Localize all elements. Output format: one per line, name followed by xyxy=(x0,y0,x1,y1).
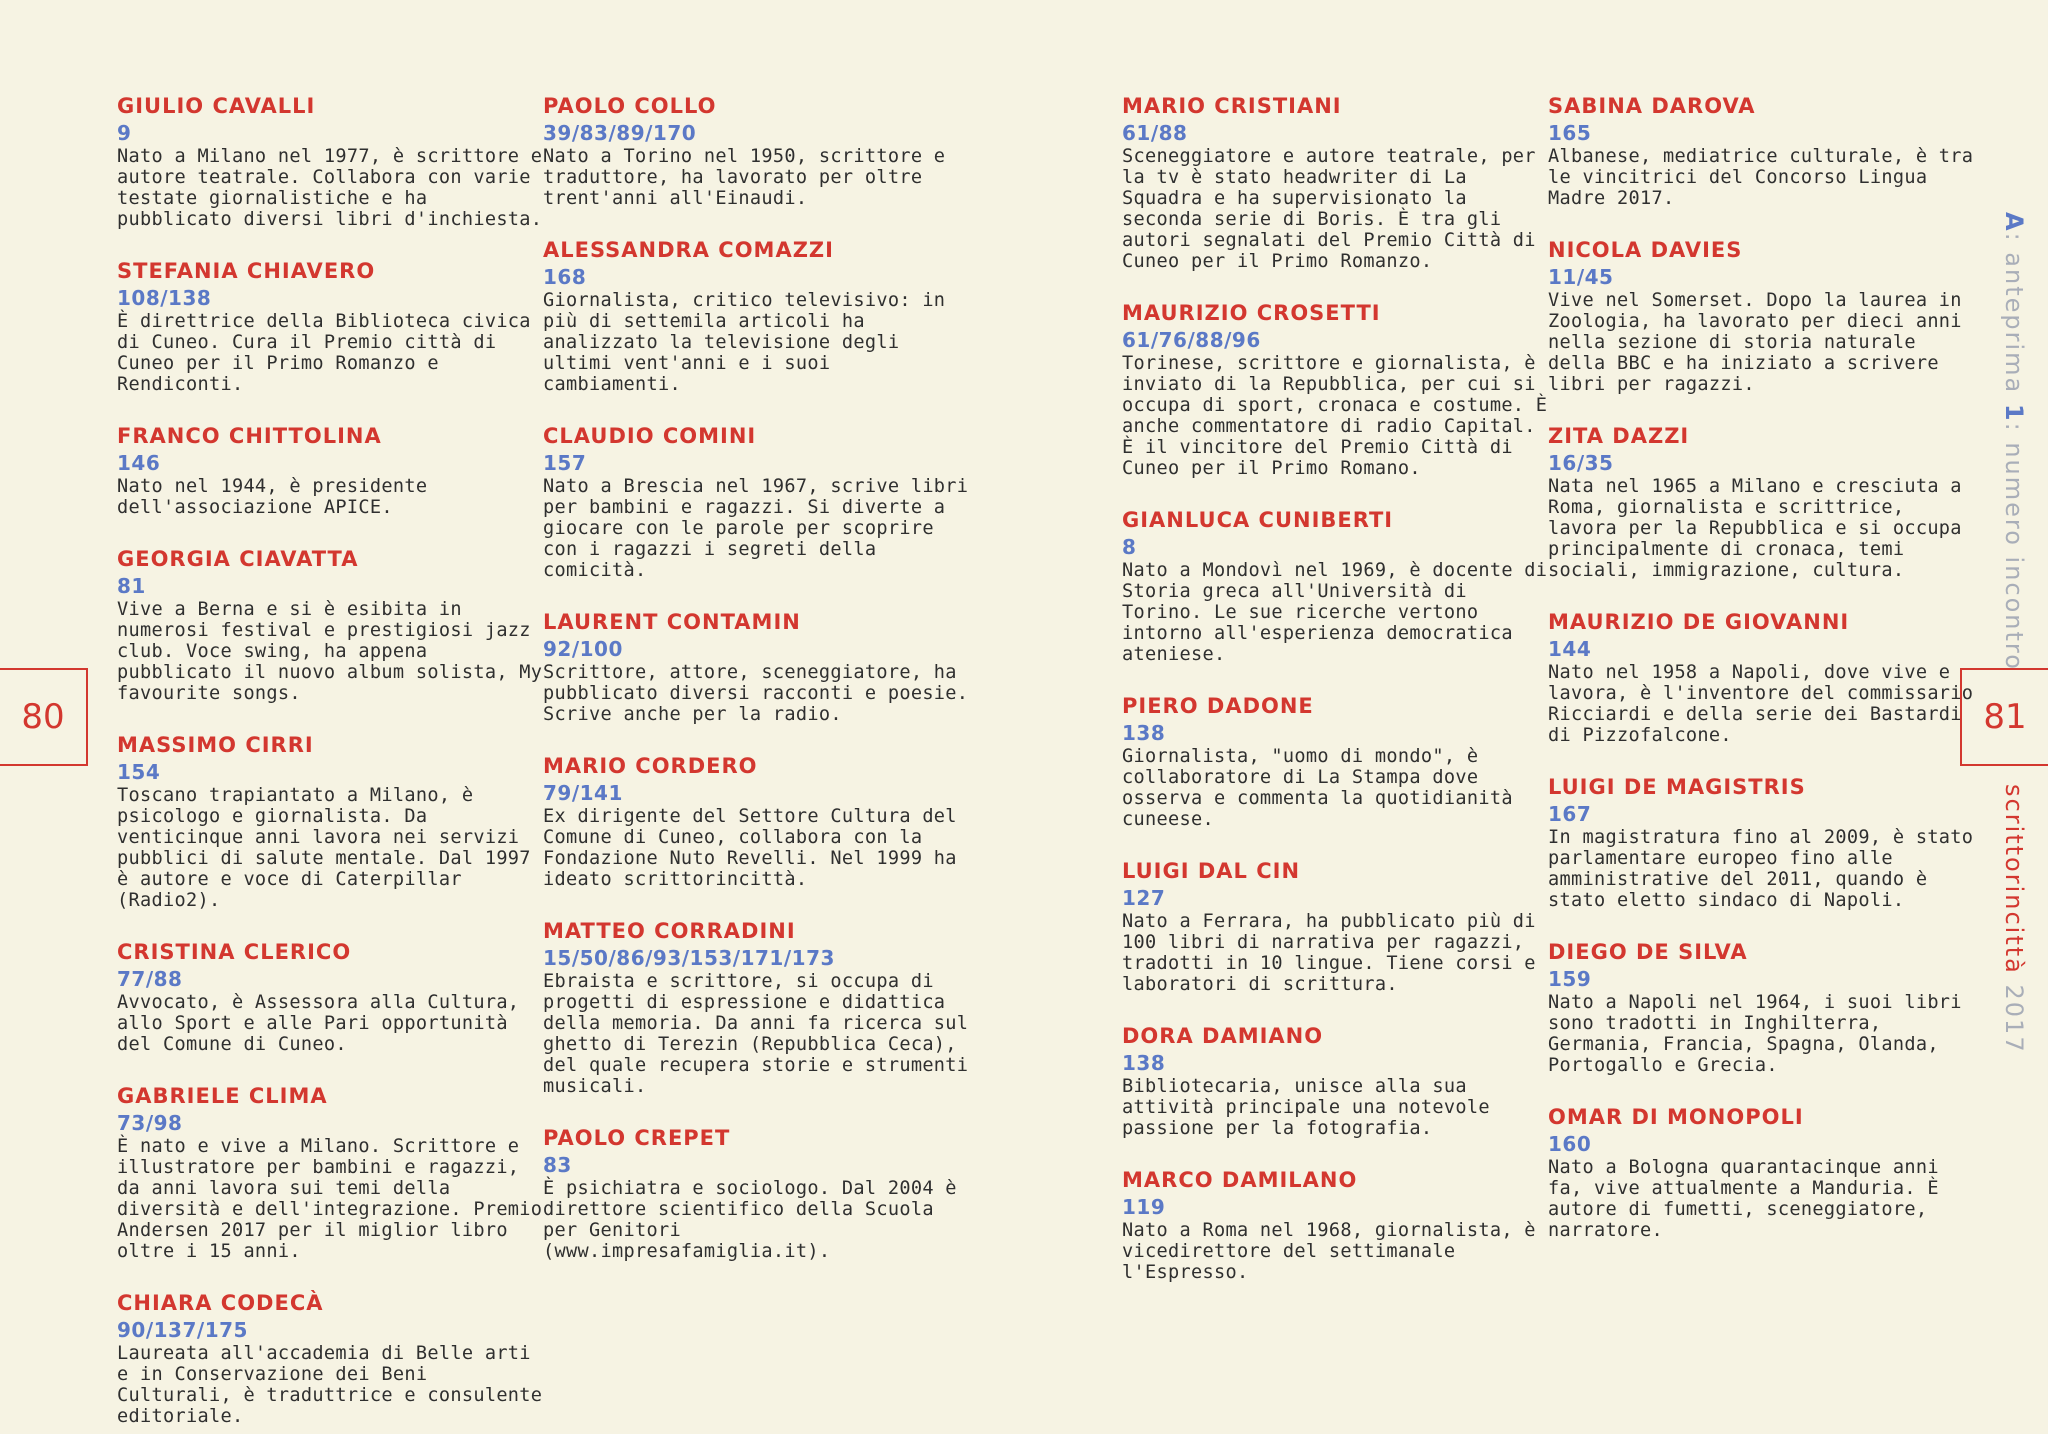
author-bio: Nato nel 1944, è presidente dell'associazione APICE. xyxy=(117,476,428,518)
author-page-refs: 83 xyxy=(543,1153,572,1177)
number-word: numero incontro xyxy=(2000,442,2028,671)
author-name: PAOLO COLLO xyxy=(543,94,717,118)
author-page-refs: 61/76/88/96 xyxy=(1122,328,1261,352)
author-name: CRISTINA CLERICO xyxy=(117,940,352,964)
author-bio: Scrittore, attore, sceneggiatore, ha pubblicato diversi racconti e poesie. Scrive anche per la radio. xyxy=(543,662,969,725)
author-page-refs: 146 xyxy=(117,451,161,475)
author-page-refs: 154 xyxy=(117,760,161,784)
column-1 xyxy=(117,92,547,1434)
brand-year: 2017 xyxy=(2000,974,2028,1054)
author-entry xyxy=(1122,92,1552,272)
author-bio: Toscano trapiantato a Milano, è psicologo e giornalista. Da venticinque anni lavora nei servizi pubblici di salute mentale. Dal 1997 è autore e voce di Caterpillar (Radio2). xyxy=(117,785,531,911)
author-page-refs: 77/88 xyxy=(117,967,183,991)
author-bio: Albanese, mediatrice culturale, è tra le vincitrici del Concorso Lingua Madre 2017. xyxy=(1548,146,1974,209)
number-sep: : xyxy=(2000,422,2028,443)
author-page-refs: 16/35 xyxy=(1548,451,1614,475)
author-bio: Avvocato, è Assessora alla Cultura, allo Sport e alle Pari opportunità del Comune di Cuneo. xyxy=(117,992,520,1055)
author-bio: Sceneggiatore e autore teatrale, per la tv è stato headwriter di La Squadra e ha supervisionato la seconda serie di Boris. È tra gli autori segnalati del Premio Città di Cuneo per il Primo Romanzo. xyxy=(1122,146,1536,272)
author-entry xyxy=(117,422,547,518)
author-page-refs: 9 xyxy=(117,121,132,145)
author-page-refs: 8 xyxy=(1122,535,1137,559)
author-page-refs: 108/138 xyxy=(117,286,212,310)
author-entry xyxy=(1122,1166,1552,1283)
sidebar-brand-label xyxy=(2000,784,2028,1054)
author-entry xyxy=(117,1289,547,1427)
author-entry xyxy=(543,1124,973,1262)
author-name: FRANCO CHITTOLINA xyxy=(117,424,382,448)
author-bio: Nato a Roma nel 1968, giornalista, è vicedirettore del settimanale l'Espresso. xyxy=(1122,1220,1536,1283)
author-bio: Vive nel Somerset. Dopo la laurea in Zoologia, ha lavorato per dieci anni nella sezione di storia naturale della BBC e ha iniziato a scrivere libri per ragazzi. xyxy=(1548,290,1962,395)
author-name: STEFANIA CHIAVERO xyxy=(117,259,376,283)
author-bio: Torinese, scrittore e giornalista, è inviato di la Repubblica, per cui si occupa di sport, cronaca e costume. È anche commentatore di radio Capital. È il vincitore del Premio Città di Cuneo per il Primo Romano. xyxy=(1122,353,1548,479)
author-entry xyxy=(1548,608,1978,746)
author-name: MASSIMO CIRRI xyxy=(117,733,314,757)
author-entry xyxy=(117,938,547,1055)
series-sep: : xyxy=(2000,232,2028,253)
author-page-refs: 157 xyxy=(543,451,587,475)
author-entry xyxy=(1548,1103,1978,1241)
author-name: GIANLUCA CUNIBERTI xyxy=(1122,508,1394,532)
author-bio: Nato a Mondovì nel 1969, è docente di Storia greca all'Università di Torino. Le sue ricerche vertono intorno all'esperienza democratica ateniese. xyxy=(1122,560,1548,665)
author-page-refs: 138 xyxy=(1122,1051,1166,1075)
author-bio: Nato a Ferrara, ha pubblicato più di 100 libri di narrativa per ragazzi, tradotti in 10 lingue. Tiene corsi e laboratori di scrittura. xyxy=(1122,911,1536,995)
brand-name: scrittorincittà xyxy=(2000,784,2028,975)
author-name: MATTEO CORRADINI xyxy=(543,919,796,943)
author-name: ZITA DAZZI xyxy=(1548,424,1690,448)
author-entry xyxy=(117,92,547,230)
author-bio: È nato e vive a Milano. Scrittore e illustratore per bambini e ragazzi, da anni lavora sui temi della diversità e dell'integrazione. Premio Andersen 2017 per il miglior libro oltre i 15 anni. xyxy=(117,1136,543,1262)
author-entry xyxy=(1122,506,1552,665)
author-entry xyxy=(543,422,973,581)
author-bio: È direttrice della Biblioteca civica di Cuneo. Cura il Premio città di Cuneo per il Primo Romanzo e Rendiconti. xyxy=(117,311,531,395)
author-name: CLAUDIO COMINI xyxy=(543,424,757,448)
author-name: MAURIZIO DE GIOVANNI xyxy=(1548,610,1850,634)
author-entry xyxy=(117,257,547,395)
author-name: OMAR DI MONOPOLI xyxy=(1548,1105,1804,1129)
author-name: MARCO DAMILANO xyxy=(1122,1168,1358,1192)
author-bio: Nato a Bologna quarantacinque anni fa, vive attualmente a Manduria. È autore di fumetti, sceneggiatore, narratore. xyxy=(1548,1157,1939,1241)
author-page-refs: 160 xyxy=(1548,1132,1592,1156)
author-page-refs: 92/100 xyxy=(543,637,623,661)
author-page-refs: 81 xyxy=(117,574,146,598)
author-page-refs: 119 xyxy=(1122,1195,1166,1219)
author-entry xyxy=(1548,422,1978,581)
author-bio: In magistratura fino al 2009, è stato parlamentare europeo fino alle amministrative del 2011, quando è stato eletto sindaco di Napoli. xyxy=(1548,827,1974,911)
author-name: DORA DAMIANO xyxy=(1122,1024,1324,1048)
author-name: ALESSANDRA COMAZZI xyxy=(543,238,834,262)
author-entry xyxy=(543,236,973,395)
author-name: LAURENT CONTAMIN xyxy=(543,610,801,634)
author-entry xyxy=(1548,236,1978,395)
author-name: NICOLA DAVIES xyxy=(1548,238,1743,262)
series-word: anteprima xyxy=(2000,252,2028,395)
author-entry xyxy=(117,1082,547,1262)
author-entry xyxy=(1122,1022,1552,1139)
author-name: GIULIO CAVALLI xyxy=(117,94,316,118)
author-bio: Nato a Milano nel 1977, è scrittore e autore teatrale. Collabora con varie testate giornalistiche e ha pubblicato diversi libri d'inchiesta. xyxy=(117,146,543,230)
series-number: 1 xyxy=(2000,403,2028,423)
author-entry xyxy=(543,608,973,725)
author-entry xyxy=(1122,857,1552,995)
author-bio: Giornalista, critico televisivo: in più di settemila articoli ha analizzato la televisione degli ultimi vent'anni e i suoi cambiamenti. xyxy=(543,290,946,395)
author-bio: Nato a Napoli nel 1964, i suoi libri sono tradotti in Inghilterra, Germania, Francia, Spagna, Olanda, Portogallo e Grecia. xyxy=(1548,992,1962,1076)
sidebar-series-label xyxy=(2000,212,2028,671)
author-name: PAOLO CREPET xyxy=(543,1126,731,1150)
author-entry xyxy=(543,752,973,890)
page-number-right xyxy=(1960,668,2048,766)
author-bio: Vive a Berna e si è esibita in numerosi festival e prestigiosi jazz club. Voce swing, ha appena pubblicato il nuovo album solista, My favourite songs. xyxy=(117,599,543,704)
author-entry xyxy=(1548,92,1978,209)
author-page-refs: 168 xyxy=(543,265,587,289)
column-3 xyxy=(1122,92,1552,1310)
author-entry xyxy=(1122,299,1552,479)
author-name: CHIARA CODECÀ xyxy=(117,1291,324,1315)
author-entry xyxy=(1548,773,1978,911)
series-letter: A xyxy=(2000,212,2028,233)
page-number-left-label: 80 xyxy=(21,697,65,737)
author-name: GEORGIA CIAVATTA xyxy=(117,547,359,571)
author-bio: Nato a Torino nel 1950, scrittore e traduttore, ha lavorato per oltre trent'anni all'Einaudi. xyxy=(543,146,946,209)
author-entry xyxy=(117,545,547,704)
author-name: MARIO CRISTIANI xyxy=(1122,94,1342,118)
author-name: SABINA DAROVA xyxy=(1548,94,1756,118)
author-page-refs: 127 xyxy=(1122,886,1166,910)
author-page-refs: 61/88 xyxy=(1122,121,1188,145)
author-name: MARIO CORDERO xyxy=(543,754,758,778)
author-bio: Nata nel 1965 a Milano e cresciuta a Roma, giornalista e scrittrice, lavora per la Repubblica e si occupa principalmente di cronaca, temi sociali, immigrazione, cultura. xyxy=(1548,476,1962,581)
author-entry xyxy=(1548,938,1978,1076)
author-page-refs: 73/98 xyxy=(117,1111,183,1135)
author-bio: Ebraista e scrittore, si occupa di progetti di espressione e didattica della memoria. Da anni fa ricerca sul ghetto di Terezin (Repubblica Ceca), del quale recupera storie e strumenti musicali. xyxy=(543,971,969,1097)
author-name: LUIGI DAL CIN xyxy=(1122,859,1301,883)
author-entry xyxy=(117,731,547,911)
author-page-refs: 159 xyxy=(1548,967,1592,991)
author-entry xyxy=(543,92,973,209)
author-page-refs: 39/83/89/170 xyxy=(543,121,697,145)
author-page-refs: 11/45 xyxy=(1548,265,1614,289)
author-name: MAURIZIO CROSETTI xyxy=(1122,301,1381,325)
author-page-refs: 79/141 xyxy=(543,781,623,805)
author-name: PIERO DADONE xyxy=(1122,694,1314,718)
page-number-left xyxy=(0,668,88,766)
author-page-refs: 90/137/175 xyxy=(117,1318,248,1342)
column-2 xyxy=(543,92,973,1289)
column-4 xyxy=(1548,92,1978,1268)
author-bio: Bibliotecaria, unisce alla sua attività principale una notevole passione per la fotografia. xyxy=(1122,1076,1490,1139)
author-bio: Giornalista, "uomo di mondo", è collaboratore di La Stampa dove osserva e commenta la quotidianità cuneese. xyxy=(1122,746,1513,830)
author-page-refs: 15/50/86/93/153/171/173 xyxy=(543,946,835,970)
author-bio: Ex dirigente del Settore Cultura del Comune di Cuneo, collabora con la Fondazione Nuto Revelli. Nel 1999 ha ideato scrittorincittà. xyxy=(543,806,957,890)
author-page-refs: 138 xyxy=(1122,721,1166,745)
author-page-refs: 165 xyxy=(1548,121,1592,145)
page-number-right-label: 81 xyxy=(1983,697,2027,737)
author-name: GABRIELE CLIMA xyxy=(117,1084,328,1108)
author-bio: Nato a Brescia nel 1967, scrive libri per bambini e ragazzi. Si diverte a giocare con le parole per scoprire con i ragazzi i segreti della comicità. xyxy=(543,476,969,581)
author-page-refs: 144 xyxy=(1548,637,1592,661)
author-name: LUIGI DE MAGISTRIS xyxy=(1548,775,1806,799)
author-bio: Nato nel 1958 a Napoli, dove vive e lavora, è l'inventore del commissario Ricciardi e della serie dei Bastardi di Pizzofalcone. xyxy=(1548,662,1974,746)
author-page-refs: 167 xyxy=(1548,802,1592,826)
author-entry xyxy=(1122,692,1552,830)
author-name: DIEGO DE SILVA xyxy=(1548,940,1748,964)
author-entry xyxy=(543,917,973,1097)
author-bio: È psichiatra e sociologo. Dal 2004 è direttore scientifico della Scuola per Genitori (www.impresafamiglia.it). xyxy=(543,1178,957,1262)
author-bio: Laureata all'accademia di Belle arti e in Conservazione dei Beni Culturali, è traduttrice e consulente editoriale. xyxy=(117,1343,543,1427)
